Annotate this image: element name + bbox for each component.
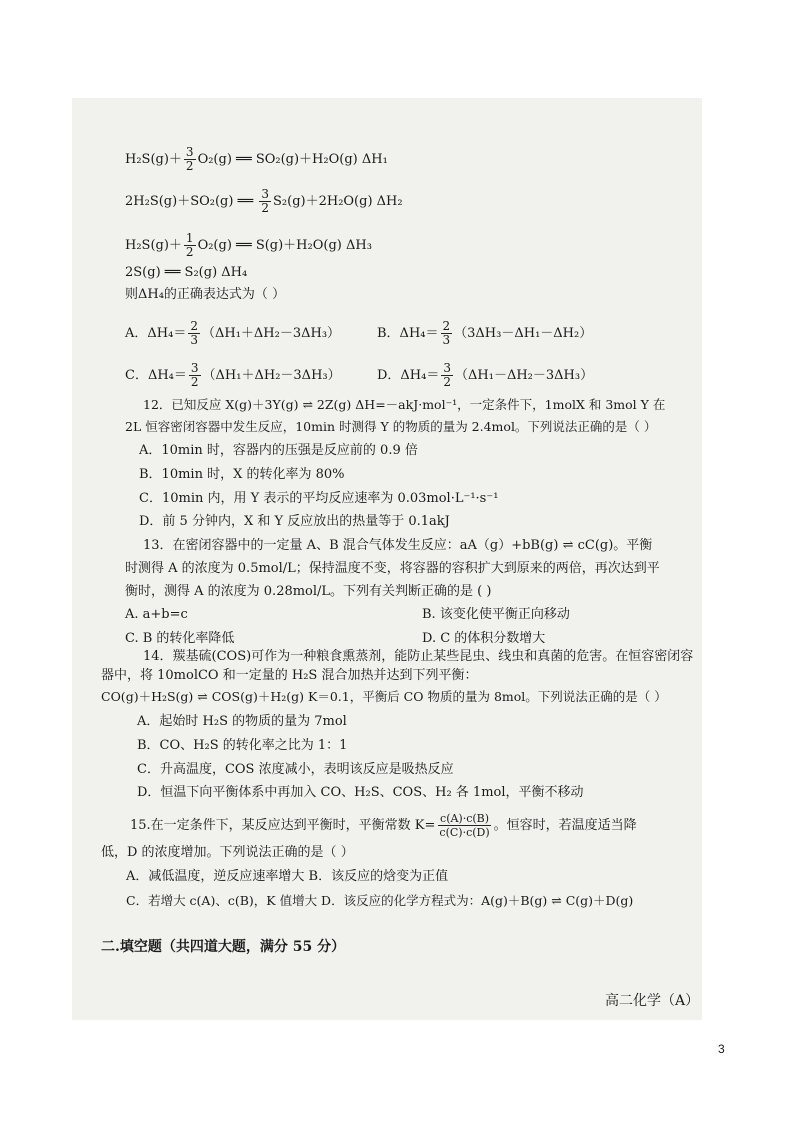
q13-stem-line-2: 时测得 A 的浓度为 0.5mol/L；保持温度不变，将容器的容积扩大到原来的两倍，再次达到平 xyxy=(125,561,660,576)
q13-option-b: B. 该变化使平衡正向移动 xyxy=(422,607,570,622)
fraction: $\frac{3}{2}$ xyxy=(190,361,199,389)
q14-option-b: B．CO、H₂S 的转化率之比为 1：1 xyxy=(137,738,348,753)
q14-option-a: A．起始时 H₂S 的物质的量为 7mol xyxy=(137,714,347,729)
q11-option-c: C．ΔH₄＝ $\frac{3}{2}$ （ΔH₁＋ΔH₂－3ΔH₃） xyxy=(125,361,341,389)
q12-option-b: B．10min 时，X 的转化率为 80% xyxy=(139,467,345,482)
q13-option-c: C. B 的转化率降低 xyxy=(125,631,235,646)
section-heading: 二.填空题（共四道大题，满分 55 分） xyxy=(101,939,346,955)
q12-option-c: C．10min 内，用 Y 表示的平均反应速率为 0.03mol·L⁻¹·s⁻¹ xyxy=(139,491,499,506)
q11-option-b: B．ΔH₄＝ $\frac{2}{3}$ （3ΔH₃－ΔH₁－ΔH₂） xyxy=(377,319,593,347)
fraction: $\frac{1}{2}$ xyxy=(185,231,194,259)
q15-options-ab: A．减低温度，逆反应速率增大 B．该反应的焓变为正值 xyxy=(126,869,449,884)
q14-option-d: D．恒温下向平衡体系中再加入 CO、H₂S、COS、H₂ 各 1mol，平衡不移动 xyxy=(137,785,584,800)
q11-stem: 则ΔH₄的正确表达式为（ ） xyxy=(125,287,286,302)
q12-stem-line-1: 12．已知反应 X(g)＋3Y(g) ⇌ 2Z(g) ΔH=－akJ·mol⁻¹，一定条件下，1molX 和 3mol Y 在 xyxy=(143,397,666,412)
equation-4: 2S(g) ══ S₂(g) ΔH₄ xyxy=(125,265,248,280)
footer-label: 高二化学（A） xyxy=(605,993,700,1009)
fraction: $\frac{3}{2}$ xyxy=(261,187,269,215)
q15-stem-line-2: 低，D 的浓度增加。下列说法正确的是（ ） xyxy=(101,845,354,860)
page-number: 3 xyxy=(718,1042,725,1056)
q15-options-cd: C．若增大 c(A)、c(B)，K 值增大 D．该反应的化学方程式为：A(g)＋B(g) ⇌ C(g)＋D(g) xyxy=(126,893,634,908)
q13-option-a: A. a+b=c xyxy=(125,607,188,622)
equation-2: 2H₂S(g)＋SO₂(g) ══ $\frac{3}{2}$ S₂(g)＋2H₂O(g) ΔH₂ xyxy=(125,187,403,215)
fraction: $\frac{2}{3}$ xyxy=(442,319,451,347)
q15-stem-line-1: 15.在一定条件下，某反应达到平衡时，平衡常数 K= $\frac{c(A)\cdot c(B)}{c(C)\cdot c(D)}$ 。恒容时，若温度适当降 xyxy=(130,812,637,839)
equation-3: H₂S(g)＋ $\frac{1}{2}$ O₂(g) ══ S(g)＋H₂O(g) ΔH₃ xyxy=(125,231,372,259)
q14-stem-line-2: 器中，将 10molCO 和一定量的 H₂S 混合加热并达到下列平衡： xyxy=(101,668,478,683)
equation-1: H₂S(g)＋ $\frac{3}{2}$ O₂(g) ══ SO₂(g)＋H₂O(g) ΔH₁ xyxy=(125,145,388,173)
q14-stem-line-1: 14．羰基硫(COS)可作为一种粮食熏蒸剂，能防止某些昆虫、线虫和真菌的危害。在恒容密闭容 xyxy=(143,649,694,664)
q11-option-d: D．ΔH₄＝ $\frac{3}{2}$ （ΔH₁－ΔH₂－3ΔH₃） xyxy=(377,361,594,389)
fraction: $\frac{2}{3}$ xyxy=(190,319,198,347)
fraction: $\frac{3}{2}$ xyxy=(185,145,194,173)
q13-stem-line-1: 13．在密闭容器中的一定量 A、B 混合气体发生反应：aA（g）+bB(g) ⇌ cC(g)。平衡 xyxy=(143,538,653,553)
q14-option-c: C．升高温度，COS 浓度减小，表明该反应是吸热反应 xyxy=(137,762,454,777)
q13-stem-line-3: 衡时，测得 A 的浓度为 0.28mol/L。下列有关判断正确的是 ( ) xyxy=(125,584,492,599)
q13-option-d: D. C 的体积分数增大 xyxy=(422,631,546,646)
q12-option-a: A．10min 时，容器内的压强是反应前的 0.9 倍 xyxy=(139,443,418,458)
fraction: $\frac{c(A)\cdot c(B)}{c(C)\cdot c(D)}$ xyxy=(439,812,490,839)
fraction: $\frac{3}{2}$ xyxy=(443,361,452,389)
q12-option-d: D．前 5 分钟内，X 和 Y 反应放出的热量等于 0.1akJ xyxy=(139,514,450,529)
q11-option-a: A．ΔH₄＝ $\frac{2}{3}$ （ΔH₁＋ΔH₂－3ΔH₃） xyxy=(125,319,341,347)
q14-stem-line-3: CO(g)＋H₂S(g) ⇌ COS(g)＋H₂(g) K＝0.1，平衡后 CO 物质的量为 8mol。下列说法正确的是（ ） xyxy=(101,689,667,704)
q12-stem-line-2: 2L 恒容密闭容器中发生反应，10min 时测得 Y 的物质的量为 2.4mol。下列说法正确的是（ ） xyxy=(125,419,657,434)
